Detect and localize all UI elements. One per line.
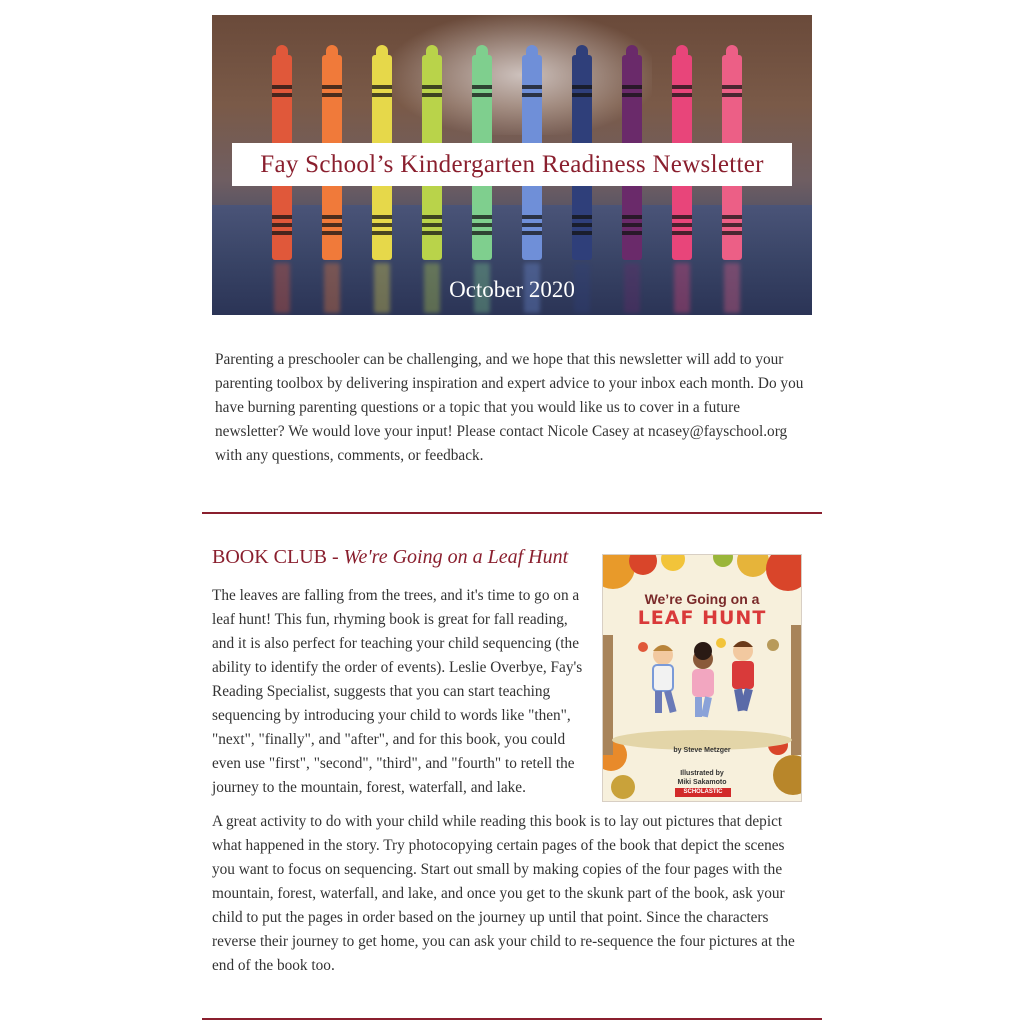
book-cover-illustrator-label: Illustrated by [680, 770, 724, 777]
intro-paragraph: Parenting a preschooler can be challenging, and we hope that this newsletter will add to your parenting toolbox by delivering inspiration and expert advice to your inbox each month. Do you have burning parenting questions or a topic that you would like us to cover in a future newsletter? We would love your input! Please contact Nicole Casey at ncasey@fayschool.org with any questions, comments, or feedback. [215, 351, 804, 464]
book-cover-title-line2: LEAF HUNT [637, 607, 767, 629]
book-cover-author: by Steve Metzger [673, 747, 731, 754]
book-club-book-title: We're Going on a Leaf Hunt [343, 546, 569, 568]
book-club-heading [212, 546, 568, 569]
section-divider [202, 512, 822, 514]
book-cover-illustrator [603, 769, 801, 787]
newsletter-header-banner [212, 15, 812, 315]
book-cover-image [602, 554, 802, 802]
book-cover-illustrator-name: Miki Sakamoto [677, 779, 727, 786]
banner-title-box [232, 143, 792, 186]
book-club-label: BOOK CLUB - [212, 546, 344, 568]
newsletter-title: Fay School’s Kindergarten Readiness Newsletter [260, 150, 764, 178]
book-club-paragraph-2: A great activity to do with your child while reading this book is to lay out pictures that depict what happened in the story. Try photocopying certain pages of the book that depict the scenes you want to focus on sequencing. Start out small by making copies of the four pages with the mountain, forest, waterfall, and lake, and once you get to the skunk part of the book, ask your child to put the pages in order based on the journey up until that point. Since the characters reverse their journey to get home, you can ask your child to re-sequence the four pictures at the end of the book too. [212, 813, 795, 974]
book-club-paragraph-1: The leaves are falling from the trees, and it's time to go on a leaf hunt! This fun, rhyming book is great for fall reading, and it is also perfect for teaching your child sequencing (the ability to identify the order of events). Leslie Overbye, Fay's Reading Specialist, suggests that you can start teaching sequencing by introducing your child to words like "then", "next", "finally", and "after", and for this book, you could even use "first", "second", "third", and "fourth" to retell the journey to the mountain, forest, waterfall, and lake. [212, 587, 583, 796]
book-cover-publisher-logo: SCHOLASTIC [675, 788, 731, 797]
book-cover-title-line1: We’re Going on a [644, 591, 760, 607]
newsletter-date: October 2020 [449, 277, 575, 302]
section-divider-bottom [202, 1018, 822, 1020]
